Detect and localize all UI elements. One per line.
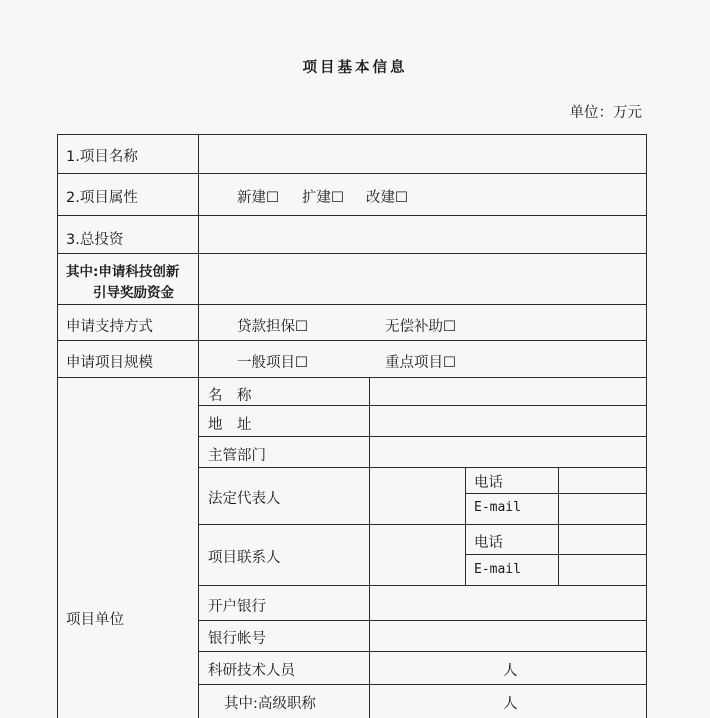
scale-label: 申请项目规模 bbox=[66, 355, 153, 371]
legal-rep-phone-label: 电话 bbox=[474, 475, 503, 491]
account-label: 银行帐号 bbox=[208, 631, 266, 647]
option-loan-guarantee[interactable]: 贷款担保☐ bbox=[237, 319, 308, 335]
bank-label: 开户银行 bbox=[208, 599, 266, 615]
staff-unit: 人 bbox=[503, 663, 518, 679]
option-grant[interactable]: 无偿补助☐ bbox=[385, 319, 456, 335]
project-attr-label: 2.项目属性 bbox=[66, 190, 138, 206]
option-key-project[interactable]: 重点项目☐ bbox=[385, 355, 456, 371]
project-name-label: 1.项目名称 bbox=[66, 149, 138, 165]
legal-rep-email-label: E-mail bbox=[474, 500, 521, 515]
support-method-label: 申请支持方式 bbox=[66, 319, 153, 335]
fund-label-line1: 其中:申请科技创新 bbox=[66, 264, 180, 280]
contact-label: 项目联系人 bbox=[208, 550, 281, 566]
fund-label-line2: 引导奖励资金 bbox=[93, 285, 174, 301]
contact-email-label: E-mail bbox=[474, 562, 521, 577]
project-unit-label: 项目单位 bbox=[66, 612, 124, 628]
staff-label: 科研技术人员 bbox=[208, 663, 295, 679]
legal-rep-label: 法定代表人 bbox=[208, 491, 281, 507]
senior-staff-unit: 人 bbox=[503, 696, 518, 712]
option-new[interactable]: 新建☐ bbox=[237, 190, 279, 206]
contact-phone-label: 电话 bbox=[474, 535, 503, 551]
total-investment-label: 3.总投资 bbox=[66, 232, 124, 248]
senior-staff-label: 其中:高级职称 bbox=[224, 696, 316, 712]
option-expand[interactable]: 扩建☐ bbox=[302, 190, 344, 206]
option-general-project[interactable]: 一般项目☐ bbox=[237, 355, 308, 371]
option-rebuild[interactable]: 改建☐ bbox=[366, 190, 408, 206]
page-title: 项目基本信息 bbox=[302, 60, 408, 76]
unit-name-label: 名 称 bbox=[208, 388, 252, 404]
unit-label: 单位：万元 bbox=[569, 105, 642, 121]
unit-dept-label: 主管部门 bbox=[208, 448, 266, 464]
unit-address-label: 地 址 bbox=[208, 417, 252, 433]
